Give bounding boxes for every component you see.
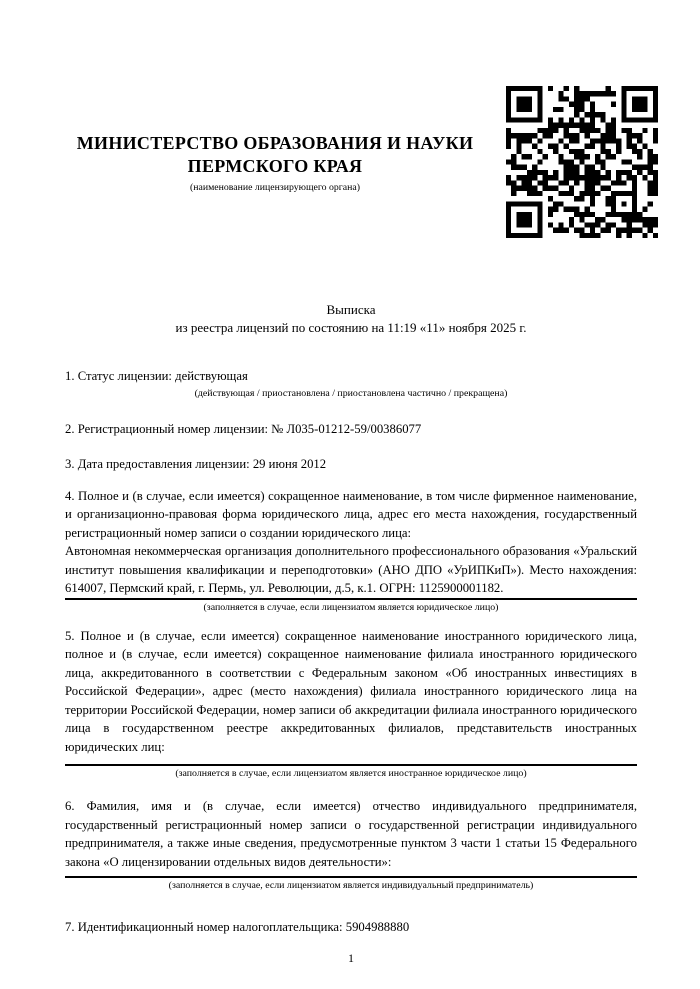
- item-6-label: 6. Фамилия, имя и (в случае, если имеется) отчество индивидуального предпринимателя, государственный регистрационный номер записи о государственной регистрации индивидуального предпринимателя, а также иные сведения, предусмотренные пунктом 3 части 1 статьи 15 Федерального закона «О лицензировании отдельных видов деятельности»:: [65, 799, 637, 869]
- item-6-note: (заполняется в случае, если лицензиатом является индивидуальный предприниматель): [168, 880, 534, 891]
- page-number: 1: [348, 950, 354, 965]
- org-name-line2: ПЕРМСКОГО КРАЯ: [187, 156, 363, 176]
- qr-code-image: [506, 86, 658, 238]
- org-name-line1: МИНИСТЕРСТВО ОБРАЗОВАНИЯ И НАУКИ: [76, 133, 474, 153]
- item-5-label: 5. Полное и (в случае, если имеется) сокращенное наименование иностранного юридического лица, полное и (в случае, если имеется) сокращенное наименование филиала иностранного юридического лица, аккредитованного в соответствии с Федеральным законом «Об иностранных инвестициях в Российской Федерации», адрес (место нахождения) филиала иностранного юридического лица на территории Российской Федерации, номер записи об аккредитации филиала иностранного юридического лица в государственном реестре аккредитованных филиалов, представительств иностранных юридических лиц:: [65, 628, 637, 754]
- item-4-note: (заполняется в случае, если лицензиатом является юридическое лицо): [203, 601, 499, 613]
- org-caption: (наименование лицензирующего органа): [189, 182, 360, 193]
- license-grant-date: 3. Дата предоставления лицензии: 29 июня 2012: [65, 457, 327, 471]
- license-reg-number: 2. Регистрационный номер лицензии: № Л035-01212-59/00386077: [65, 421, 422, 436]
- item-3: [65, 455, 637, 474]
- title-line1: Выписка: [326, 302, 376, 317]
- qr-code: [506, 86, 658, 238]
- taxpayer-id: 7. Идентификационный номер налогоплательщика: 5904988880: [65, 920, 410, 934]
- item-7: [65, 918, 637, 937]
- item-4-fill-rule: [65, 598, 637, 600]
- item-5: [65, 627, 637, 781]
- document-title: [65, 301, 637, 336]
- item-5-note: (заполняется в случае, если лицензиатом является иностранное юридическое лицо): [175, 768, 527, 779]
- item-6-fill-rule: [65, 876, 637, 878]
- item-4-label: 4. Полное и (в случае, если имеется) сокращенное наименование, в том числе фирменное наименование, и организационно-правовая форма юридического лица, адрес его места нахождения, государственный регистрационный номер записи о создании юридического лица:: [65, 488, 637, 540]
- item-1: [65, 367, 637, 400]
- item-1-note: (действующая / приостановлена / приостановлена частично / прекращена): [194, 387, 508, 399]
- item-5-fill-rule: [65, 764, 637, 766]
- item-4: [65, 487, 637, 614]
- foreign-entity-details: [65, 756, 637, 764]
- title-line2: из реестра лицензий по состоянию на 11:19 «11» ноября 2025 г.: [175, 319, 527, 335]
- item-6: [65, 797, 637, 892]
- licensing-authority-header: [65, 132, 485, 194]
- item-2: [65, 420, 637, 439]
- license-status: 1. Статус лицензии: действующая: [65, 369, 248, 383]
- legal-entity-details: Автономная некоммерческая организация дополнительного профессионального образования «Уральский институт повышения квалификации и переподготовки» (АНО ДПО «УрИПКиП»). Место нахождения: 614007, Пермский край, г. Пермь, ул. Революции, д.5, к.1. ОГРН: 1125900001182.: [65, 544, 637, 595]
